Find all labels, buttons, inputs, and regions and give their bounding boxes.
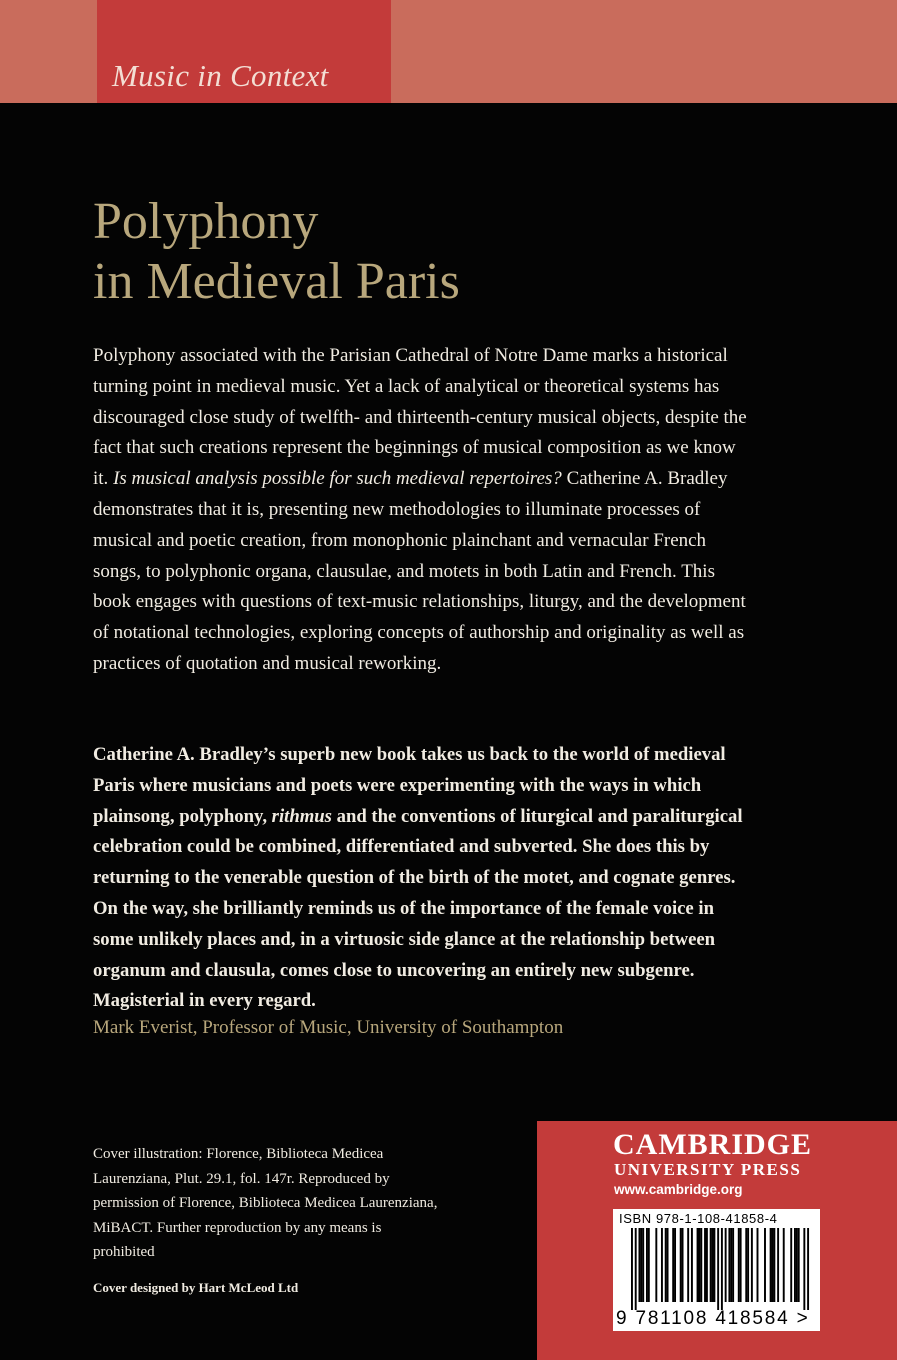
- cover-designer-credit: Cover designed by Hart McLeod Ltd: [93, 1280, 299, 1295]
- description-part-2: Catherine A. Bradley demonstrates that it is, presenting new methodologies to illuminate processes of musical and poetic creation, from monophonic plainchant and vernacular French songs, to polyphonic organa, clausulae, and motets in both Latin and French. This book engages with questions of text-music relationships, liturgy, and the development of notational technologies, exploring concepts of authorship and originality as well as practices of quotation and musical reworking.: [93, 468, 746, 674]
- barcode-bar: [640, 1228, 642, 1302]
- cover-illustration-credit: Cover illustration: Florence, Biblioteca Medicea Laurenziana, Plut. 29.1, fol. 147r. Reproduced by permission of Florence, Biblioteca Medicea Laurenziana, MiBACT. Further reproduction by any means is prohibited: [93, 1146, 438, 1261]
- barcode-bar: [631, 1228, 633, 1310]
- barcode-bar: [717, 1228, 719, 1310]
- barcode-bar: [770, 1228, 772, 1302]
- barcode-bar: [687, 1228, 689, 1302]
- barcode-bar: [635, 1228, 637, 1310]
- book-title-line-1: Polyphony: [93, 193, 319, 250]
- barcode-bar: [672, 1228, 674, 1302]
- barcode-bar: [700, 1228, 702, 1302]
- barcode-bar: [807, 1228, 809, 1310]
- barcode-bar: [698, 1228, 700, 1302]
- barcode-bar: [661, 1228, 663, 1302]
- barcode-bar: [798, 1228, 800, 1302]
- description-part-1: Polyphony associated with the Parisian Cathedral of Notre Dame marks a historical turning point in medieval music. Yet a lack of analytical or theoretical systems has discouraged close study of twelfth- and thirteenth-century musical objects, despite the fact that such creations represent the beginnings of musical composition as we know it.: [93, 345, 747, 490]
- publisher-subname: UNIVERSITY PRESS: [614, 1160, 802, 1179]
- book-title-line-2: in Medieval Paris: [93, 253, 460, 310]
- barcode-bar: [790, 1228, 792, 1302]
- description-question: Is musical analysis possible for such medieval repertoires?: [113, 468, 562, 490]
- barcode-bar: [713, 1228, 715, 1302]
- barcode-bars: [617, 1228, 813, 1310]
- barcode-bar: [691, 1228, 693, 1302]
- barcode-bar: [738, 1228, 740, 1302]
- barcode-bar: [638, 1228, 640, 1302]
- barcode-bar: [725, 1228, 727, 1302]
- barcode-bar: [682, 1228, 684, 1302]
- ean-digits: 9 781108 418584 >: [616, 1308, 810, 1329]
- barcode-bar: [655, 1228, 657, 1302]
- barcode-bar: [697, 1228, 699, 1302]
- barcode-bar: [674, 1228, 676, 1302]
- barcode-bar: [646, 1228, 648, 1302]
- barcode-bar: [773, 1228, 775, 1302]
- barcode-bar: [706, 1228, 708, 1302]
- series-title: Music in Context: [112, 58, 329, 93]
- endorsement-italic: rithmus: [271, 805, 332, 827]
- endorsement-quote: [93, 740, 753, 1017]
- barcode-bar: [745, 1228, 747, 1302]
- barcode-bar: [747, 1228, 749, 1302]
- barcode-bar: [783, 1228, 785, 1302]
- barcode-bar: [764, 1228, 766, 1302]
- barcode-bar: [757, 1228, 759, 1302]
- publisher-url: www.cambridge.org: [614, 1182, 743, 1197]
- barcode-bar: [642, 1228, 644, 1302]
- barcode-bar: [704, 1228, 706, 1302]
- barcode-bar: [796, 1228, 798, 1302]
- barcode-bar: [680, 1228, 682, 1302]
- barcode-bar: [710, 1228, 712, 1302]
- isbn-label: ISBN 978-1-108-41858-4: [619, 1211, 778, 1226]
- barcode-bar: [730, 1228, 732, 1302]
- barcode-bar: [728, 1228, 730, 1302]
- barcode-bar: [772, 1228, 774, 1302]
- isbn-barcode: [613, 1209, 820, 1331]
- barcode-bar: [803, 1228, 805, 1310]
- barcode-bar: [751, 1228, 753, 1302]
- barcode-bar: [740, 1228, 742, 1302]
- endorsement-part-2: and the conventions of liturgical and paraliturgical celebration could be combined, differentiated and subverted. She does this by returning to the venerable question of the birth of the motet, and cognate genres. On the way, she brilliantly reminds us of the importance of the female voice in some unlikely places and, in a virtuosic side glance at the relationship between organum and clausula, comes close to uncovering an entirely new subgenre. Magisterial in every regard.: [93, 805, 743, 1012]
- barcode-bar: [665, 1228, 667, 1302]
- barcode-bar: [794, 1228, 796, 1302]
- barcode-bar: [777, 1228, 779, 1302]
- barcode-bar: [712, 1228, 714, 1302]
- barcode-bar: [732, 1228, 734, 1302]
- endorsement-part-1: Catherine A. Bradley’s superb new book takes us back to the world of medieval Paris where musicians and poets were experimenting with the ways in which plainsong, polyphony,: [93, 744, 726, 827]
- book-description: [93, 341, 753, 680]
- barcode-bar: [721, 1228, 723, 1310]
- publisher-name: CAMBRIDGE: [613, 1128, 813, 1161]
- endorsement-attribution: Mark Everist, Professor of Music, University of Southampton: [93, 1017, 564, 1038]
- barcode-bar: [648, 1228, 650, 1302]
- book-title: [93, 192, 460, 312]
- barcode-bar: [667, 1228, 669, 1302]
